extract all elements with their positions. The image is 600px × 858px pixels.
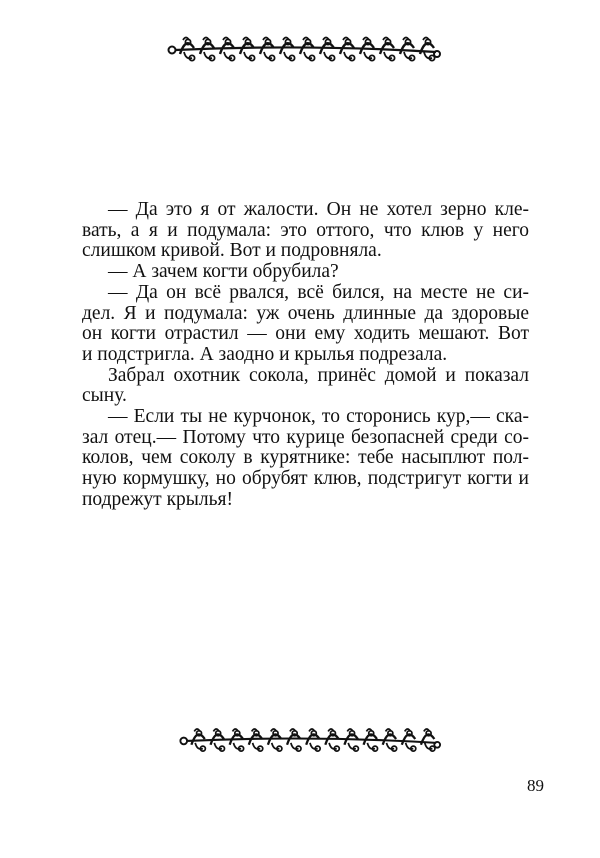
- text-line: ную кормушку, но обрубят клюв, подстригут когти и: [82, 468, 529, 490]
- text-line: и подстригла. А заодно и крылья подрезала.: [82, 343, 448, 365]
- text-line: вать, а я и подумала: это оттого, что клюв у него: [82, 219, 529, 241]
- text-line: дел. Я и подумала: уж очень длинные да здоровые: [82, 302, 529, 324]
- text-line: слишком кривой. Вот и подровняла.: [82, 240, 382, 262]
- text-line: сыну.: [82, 385, 127, 407]
- page-number: 89: [527, 776, 544, 795]
- text-line: подрежут крылья!: [82, 488, 233, 510]
- body-text: [82, 200, 529, 511]
- ornament-top-icon: [166, 34, 442, 64]
- text-line: зал отец.— Потому что курице безопасней среди со-: [82, 426, 529, 448]
- text-line: — Если ты не курчонок, то сторонись кур,— ска-: [108, 406, 529, 428]
- text-line: — А зачем когти обрубила?: [108, 261, 339, 283]
- text-line: он когти отрастил — они ему ходить мешают. Вот: [82, 323, 529, 345]
- text-line: — Да он всё рвался, всё бился, на месте не си-: [108, 281, 529, 303]
- ornament-bottom-icon: [178, 724, 442, 756]
- text-line: колов, чем соколу в курятнике: тебе насыплют пол-: [82, 447, 529, 469]
- text-line: Забрал охотник сокола, принёс домой и показал: [108, 364, 529, 386]
- text-line: — Да это я от жалости. Он не хотел зерно кле-: [108, 199, 529, 220]
